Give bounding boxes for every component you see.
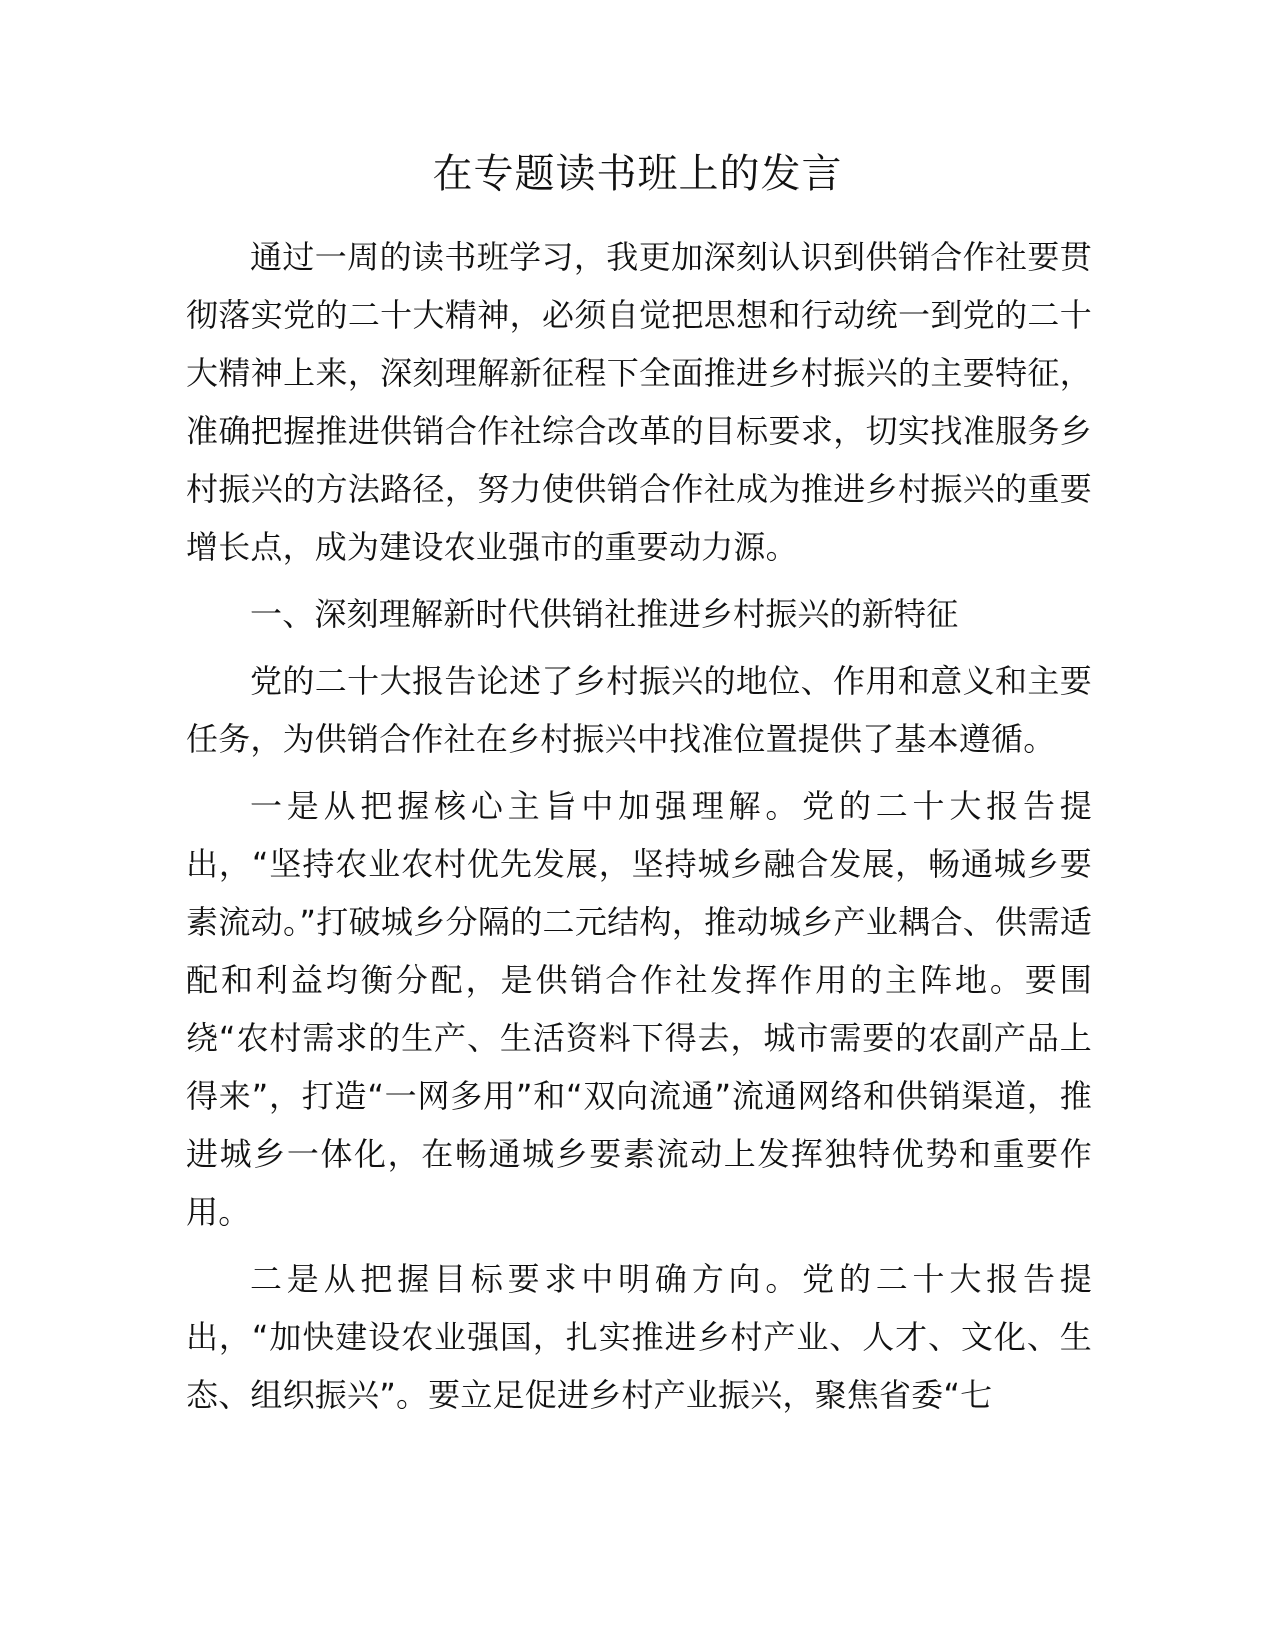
document-title: 在专题读书班上的发言 <box>432 151 843 197</box>
section-heading-1: 一、深刻理解新时代供销社推进乡村振兴的新特征 <box>250 595 959 633</box>
paragraph-section-1-intro: 党的二十大报告论述了乡村振兴的地位、作用和意义和主要任务，为供销合作社在乡村振兴中找准位置提供了基本遵循。 <box>186 662 1092 758</box>
document-body <box>186 228 1092 1424</box>
paragraph-point-2: 二是从把握目标要求中明确方向。党的二十大报告提出，“加快建设农业强国，扎实推进乡村产业、人才、文化、生态、组织振兴”。要立足促进乡村产业振兴，聚焦省委“七 <box>186 1260 1092 1414</box>
paragraph-point-1: 一是从把握核心主旨中加强理解。党的二十大报告提出，“坚持农业农村优先发展，坚持城乡融合发展，畅通城乡要素流动。”打破城乡分隔的二元结构，推动城乡产业耦合、供需适配和利益均衡分配，是供销合作社发挥作用的主阵地。要围绕“农村需求的生产、生活资料下得去，城市需要的农副产品上得来”，打造“一网多用”和“双向流通”流通网络和供销渠道，推进城乡一体化，在畅通城乡要素流动上发挥独特优势和重要作用。 <box>186 787 1092 1231</box>
paragraph-intro: 通过一周的读书班学习，我更加深刻认识到供销合作社要贯彻落实党的二十大精神，必须自觉把思想和行动统一到党的二十大精神上来，深刻理解新征程下全面推进乡村振兴的主要特征，准确把握推进供销合作社综合改革的目标要求，切实找准服务乡村振兴的方法路径，努力使供销合作社成为推进乡村振兴的重要增长点，成为建设农业强市的重要动力源。 <box>186 238 1092 566</box>
